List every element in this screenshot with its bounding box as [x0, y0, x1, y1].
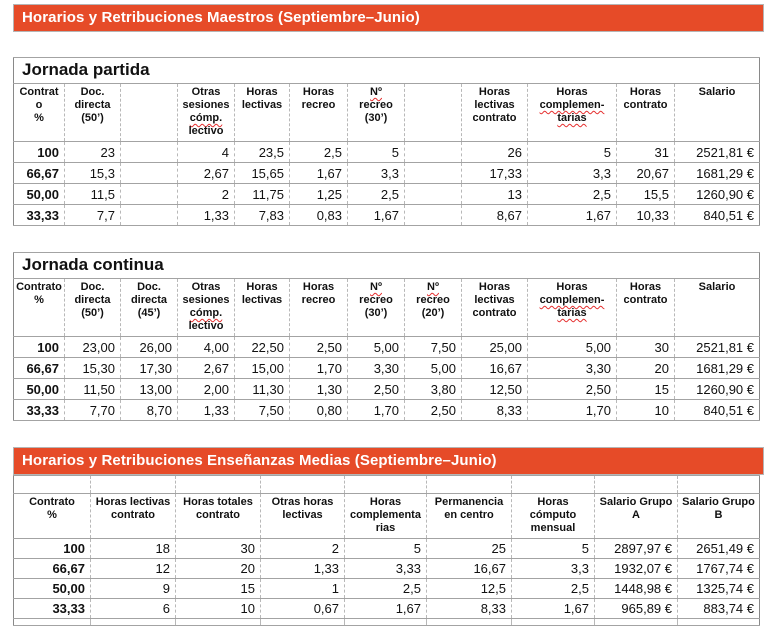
header-row: [14, 84, 760, 142]
data-cell: 2,5: [512, 579, 595, 599]
header-line: Doc.: [137, 281, 161, 293]
table-title-row: [14, 253, 760, 279]
banner-maestros-title: [13, 4, 764, 32]
data-cell: 7,50: [405, 337, 462, 358]
data-cell: 7,83: [235, 205, 290, 226]
row-contrato-pct-cell: 66,67: [14, 163, 65, 184]
header-line: lectivas: [241, 99, 283, 111]
spacer-cell: [176, 619, 261, 626]
data-cell: 20: [617, 358, 675, 379]
data-cell: 15: [617, 379, 675, 400]
data-cell: 4,00: [178, 337, 235, 358]
header-line: recreo: [359, 99, 393, 111]
spacer-cell: [261, 476, 345, 494]
data-cell: 11,75: [235, 184, 290, 205]
header-line: Horas: [556, 86, 588, 98]
data-cell: [405, 184, 462, 205]
data-cell: 10: [176, 599, 261, 619]
data-cell: 3,80: [405, 379, 462, 400]
data-cell: 1,30: [290, 379, 348, 400]
header-line: complemen-: [539, 294, 605, 306]
data-cell: 1681,29 €: [675, 163, 760, 184]
header-line: Doc.: [80, 86, 105, 98]
data-cell: 1260,90 €: [675, 184, 760, 205]
header-line: recreo: [301, 99, 336, 111]
header-line: contrato: [623, 99, 668, 111]
data-cell: 23,00: [65, 337, 121, 358]
data-cell: 2651,49 €: [678, 539, 760, 559]
header-line: contrato: [472, 112, 517, 124]
header-cell: [462, 84, 528, 142]
header-line: (20’): [421, 307, 445, 319]
spacer-cell: [14, 619, 91, 626]
header-line: Contrato: [29, 496, 75, 508]
data-cell: 30: [176, 539, 261, 559]
data-cell: 2: [178, 184, 235, 205]
header-line: Horas: [246, 281, 278, 293]
spacer-cell: [91, 619, 176, 626]
header-line: %: [34, 294, 44, 306]
data-cell: 1325,74 €: [678, 579, 760, 599]
data-cell: 9: [91, 579, 176, 599]
banner-medias-text: Horarios y Retribuciones Enseñanzas Medias (Septiembre–Junio): [22, 452, 497, 469]
header-line: Horas: [302, 281, 335, 293]
header-cell: [595, 494, 678, 539]
header-line: Horas: [246, 86, 278, 98]
data-cell: 1,70: [528, 400, 617, 421]
table-row: [14, 559, 760, 579]
row-contrato-pct-cell: 33,33: [14, 400, 65, 421]
header-line: Horas: [537, 496, 569, 508]
data-cell: 5: [512, 539, 595, 559]
header-cell: [675, 279, 760, 337]
header-line: rias: [375, 522, 396, 534]
header-line: (50’): [81, 307, 104, 319]
header-cell: [65, 84, 121, 142]
header-cell: [528, 84, 617, 142]
spacer-cell: [345, 476, 427, 494]
header-line: %: [47, 509, 57, 521]
data-cell: 25: [427, 539, 512, 559]
data-cell: 4: [178, 142, 235, 163]
data-cell: 2897,97 €: [595, 539, 678, 559]
table-row: [14, 163, 760, 184]
data-cell: 0,67: [261, 599, 345, 619]
header-cell: [528, 279, 617, 337]
table-row: [14, 205, 760, 226]
data-cell: 5: [348, 142, 405, 163]
data-cell: 2,5: [348, 184, 405, 205]
row-contrato-pct-cell: 100: [14, 539, 91, 559]
data-cell: 5,00: [405, 358, 462, 379]
header-line: sesiones: [182, 99, 230, 111]
data-cell: 1,67: [512, 599, 595, 619]
data-table: [13, 57, 760, 226]
header-line: contrato: [111, 509, 155, 521]
data-cell: 2,5: [528, 184, 617, 205]
data-cell: [121, 184, 178, 205]
header-line: Permanencia: [434, 496, 504, 508]
data-cell: 2,5: [290, 142, 348, 163]
data-cell: 3,30: [348, 358, 405, 379]
data-cell: 1,67: [345, 599, 427, 619]
data-cell: 26: [462, 142, 528, 163]
data-cell: [405, 205, 462, 226]
table-row: [14, 184, 760, 205]
header-line: A: [632, 509, 640, 521]
row-contrato-pct-cell: 33,33: [14, 599, 91, 619]
spacer-cell: [678, 619, 760, 626]
header-line: Doc.: [80, 281, 105, 293]
header-line: (30’): [364, 307, 388, 319]
data-cell: 3,30: [528, 358, 617, 379]
data-cell: 30: [617, 337, 675, 358]
data-table: [13, 475, 760, 626]
header-line: Otras: [191, 86, 221, 98]
header-cell: [348, 279, 405, 337]
header-line: en centro: [444, 509, 494, 521]
header-line: Horas: [302, 86, 335, 98]
table-ensenanzas-medias: [13, 475, 774, 626]
header-cell: [405, 279, 462, 337]
header-line: contrato: [472, 307, 517, 319]
table-row: [14, 539, 760, 559]
header-line: tarias: [557, 307, 587, 319]
data-cell: 1932,07 €: [595, 559, 678, 579]
data-cell: 11,5: [65, 184, 121, 205]
header-line: directa: [130, 294, 168, 306]
header-line: mensual: [530, 522, 576, 534]
data-cell: 15,5: [617, 184, 675, 205]
header-line: cómputo: [529, 509, 577, 521]
header-cell: [348, 84, 405, 142]
data-cell: 20: [176, 559, 261, 579]
data-cell: 5,00: [348, 337, 405, 358]
header-line: complemen-: [539, 99, 605, 111]
data-cell: 11,30: [235, 379, 290, 400]
spacer-cell: [91, 476, 176, 494]
data-cell: 15: [176, 579, 261, 599]
data-cell: 2,50: [528, 379, 617, 400]
header-line: o: [35, 99, 43, 111]
data-cell: 2,00: [178, 379, 235, 400]
data-cell: 17,33: [462, 163, 528, 184]
header-line: Horas: [478, 281, 511, 293]
data-cell: 20,67: [617, 163, 675, 184]
data-cell: 18: [91, 539, 176, 559]
data-cell: 5,00: [528, 337, 617, 358]
spacer-cell: [512, 619, 595, 626]
data-cell: 1,67: [528, 205, 617, 226]
data-cell: 15,3: [65, 163, 121, 184]
header-cell: [290, 279, 348, 337]
table-row: [14, 400, 760, 421]
header-line: Horas: [629, 281, 662, 293]
header-line: Horas: [478, 86, 511, 98]
header-cell: [462, 279, 528, 337]
header-cell: [178, 84, 235, 142]
data-cell: 3,3: [348, 163, 405, 184]
header-line: Nº: [427, 281, 439, 293]
spacer-cell: [678, 476, 760, 494]
data-cell: 2521,81 €: [675, 337, 760, 358]
spacer-cell: [14, 476, 91, 494]
header-row: [14, 494, 760, 539]
table-jornada-partida: [13, 57, 774, 226]
header-line: Horas: [369, 496, 402, 508]
header-line: (45’): [137, 307, 161, 319]
header-cell: [235, 84, 290, 142]
header-line: (50’): [81, 112, 104, 124]
data-cell: 2,50: [405, 400, 462, 421]
data-cell: 23: [65, 142, 121, 163]
table-row: [14, 337, 760, 358]
header-cell: [345, 494, 427, 539]
header-row: [14, 279, 760, 337]
data-cell: 965,89 €: [595, 599, 678, 619]
data-cell: 6: [91, 599, 176, 619]
data-cell: 3,3: [512, 559, 595, 579]
header-line: Salario Grupo: [599, 496, 673, 508]
data-cell: 5: [528, 142, 617, 163]
header-cell: [261, 494, 345, 539]
data-cell: 8,33: [462, 400, 528, 421]
header-line: Otras: [191, 281, 221, 293]
header-cell: [176, 494, 261, 539]
data-cell: 883,74 €: [678, 599, 760, 619]
header-line: (30’): [364, 112, 388, 124]
data-cell: 1260,90 €: [675, 379, 760, 400]
header-cell: [617, 279, 675, 337]
header-line: Contrato: [16, 281, 62, 293]
data-cell: 3,3: [528, 163, 617, 184]
header-line: cómp.: [189, 307, 223, 319]
row-contrato-pct-cell: 100: [14, 337, 65, 358]
header-line: contrato: [623, 294, 668, 306]
header-line: Nº: [370, 86, 382, 98]
header-cell: [178, 279, 235, 337]
header-cell: [678, 494, 760, 539]
data-cell: [121, 163, 178, 184]
header-line: lectivas: [474, 294, 515, 306]
data-cell: 8,70: [121, 400, 178, 421]
data-cell: 16,67: [462, 358, 528, 379]
data-cell: 0,83: [290, 205, 348, 226]
header-line: lectivas: [474, 99, 515, 111]
data-cell: 1,33: [178, 205, 235, 226]
row-contrato-pct-cell: 66,67: [14, 358, 65, 379]
data-cell: 7,50: [235, 400, 290, 421]
header-line: tarias: [557, 112, 587, 124]
header-line: directa: [74, 99, 111, 111]
table-title-row: [14, 58, 760, 84]
header-cell: [235, 279, 290, 337]
data-cell: 1,33: [178, 400, 235, 421]
data-cell: 1,70: [290, 358, 348, 379]
data-cell: 1,25: [290, 184, 348, 205]
data-cell: 16,67: [427, 559, 512, 579]
header-line: lectivas: [241, 294, 283, 306]
header-line: contrato: [196, 509, 240, 521]
data-cell: 840,51 €: [675, 400, 760, 421]
data-cell: 1,67: [290, 163, 348, 184]
data-cell: 5: [345, 539, 427, 559]
data-cell: 17,30: [121, 358, 178, 379]
table-title: Jornada continua: [14, 253, 760, 279]
header-line: recreo: [416, 294, 450, 306]
spacer-cell: [512, 476, 595, 494]
data-cell: 2,67: [178, 163, 235, 184]
spacer-cell: [427, 619, 512, 626]
banner-ensenanzas-medias-title: [13, 447, 764, 475]
table-row: [14, 599, 760, 619]
data-cell: 7,7: [65, 205, 121, 226]
data-cell: 31: [617, 142, 675, 163]
data-cell: 0,80: [290, 400, 348, 421]
data-cell: 12,50: [462, 379, 528, 400]
data-cell: 15,30: [65, 358, 121, 379]
data-cell: 1,67: [348, 205, 405, 226]
header-line: Nº: [370, 281, 382, 293]
header-line: Horas: [556, 281, 588, 293]
data-cell: 840,51 €: [675, 205, 760, 226]
header-line: B: [714, 509, 723, 521]
header-line: recreo: [301, 294, 336, 306]
table-row: [14, 579, 760, 599]
data-cell: 25,00: [462, 337, 528, 358]
data-cell: 11,50: [65, 379, 121, 400]
data-cell: 1767,74 €: [678, 559, 760, 579]
data-cell: 13: [462, 184, 528, 205]
spacer-cell: [261, 619, 345, 626]
header-cell: [512, 494, 595, 539]
data-cell: 1681,29 €: [675, 358, 760, 379]
spacer-row: [14, 476, 760, 494]
data-cell: 2: [261, 539, 345, 559]
data-cell: 1,70: [348, 400, 405, 421]
header-line: Horas totales: [183, 496, 253, 508]
table-row: [14, 379, 760, 400]
data-cell: 12: [91, 559, 176, 579]
data-cell: 7,70: [65, 400, 121, 421]
header-line: Salario: [698, 281, 736, 293]
header-cell: [14, 494, 91, 539]
data-cell: 23,5: [235, 142, 290, 163]
row-contrato-pct-cell: 50,00: [14, 379, 65, 400]
header-line: sesiones: [182, 294, 230, 306]
data-cell: [405, 163, 462, 184]
data-cell: 22,50: [235, 337, 290, 358]
header-line: Salario: [698, 86, 736, 98]
header-line: Horas lectivas: [95, 496, 171, 508]
header-line: lectivo: [188, 320, 224, 332]
data-cell: 13,00: [121, 379, 178, 400]
data-cell: 1,33: [261, 559, 345, 579]
row-contrato-pct-cell: 100: [14, 142, 65, 163]
data-cell: 12,5: [427, 579, 512, 599]
header-cell: [675, 84, 760, 142]
row-contrato-pct-cell: 50,00: [14, 579, 91, 599]
data-cell: 3,33: [345, 559, 427, 579]
header-line: directa: [74, 294, 111, 306]
spacer-cell: [176, 476, 261, 494]
data-cell: 8,67: [462, 205, 528, 226]
data-cell: [121, 142, 178, 163]
table-title: Jornada partida: [14, 58, 760, 84]
header-cell: [617, 84, 675, 142]
row-contrato-pct-cell: 50,00: [14, 184, 65, 205]
spacer-cell: [345, 619, 427, 626]
header-cell: [121, 84, 178, 142]
data-cell: 1: [261, 579, 345, 599]
data-cell: 2,5: [345, 579, 427, 599]
header-line: %: [34, 112, 44, 124]
data-cell: 15,65: [235, 163, 290, 184]
row-contrato-pct-cell: 66,67: [14, 559, 91, 579]
data-cell: 10: [617, 400, 675, 421]
data-cell: 10,33: [617, 205, 675, 226]
header-cell: [65, 279, 121, 337]
header-cell: [14, 84, 65, 142]
header-line: complementa: [350, 509, 421, 521]
header-cell: [121, 279, 178, 337]
header-cell: [427, 494, 512, 539]
header-line: recreo: [359, 294, 393, 306]
spacer-cell: [595, 476, 678, 494]
data-cell: 2,50: [348, 379, 405, 400]
banner-maestros-text: Horarios y Retribuciones Maestros (Septiembre–Junio): [22, 9, 420, 26]
spacer-cell: [595, 619, 678, 626]
header-cell: [91, 494, 176, 539]
data-cell: [121, 205, 178, 226]
spacer-row: [14, 619, 760, 626]
table-row: [14, 358, 760, 379]
data-table: [13, 252, 760, 421]
data-cell: 2,50: [290, 337, 348, 358]
data-cell: 1448,98 €: [595, 579, 678, 599]
table-jornada-continua: [13, 252, 774, 421]
header-line: cómp.: [189, 112, 223, 124]
data-cell: 15,00: [235, 358, 290, 379]
data-cell: 8,33: [427, 599, 512, 619]
header-line: Otras horas: [271, 496, 334, 508]
spacer-cell: [427, 476, 512, 494]
row-contrato-pct-cell: 33,33: [14, 205, 65, 226]
table-row: [14, 142, 760, 163]
header-line: lectivas: [282, 509, 323, 521]
document-page: [0, 4, 774, 627]
data-cell: 26,00: [121, 337, 178, 358]
header-line: Horas: [629, 86, 662, 98]
header-line: lectivo: [188, 125, 224, 137]
data-cell: 2,67: [178, 358, 235, 379]
header-line: Contrat: [19, 86, 59, 98]
header-cell: [14, 279, 65, 337]
header-cell: [405, 84, 462, 142]
data-cell: [405, 142, 462, 163]
header-cell: [290, 84, 348, 142]
header-line: Salario Grupo: [682, 496, 755, 508]
data-cell: 2521,81 €: [675, 142, 760, 163]
